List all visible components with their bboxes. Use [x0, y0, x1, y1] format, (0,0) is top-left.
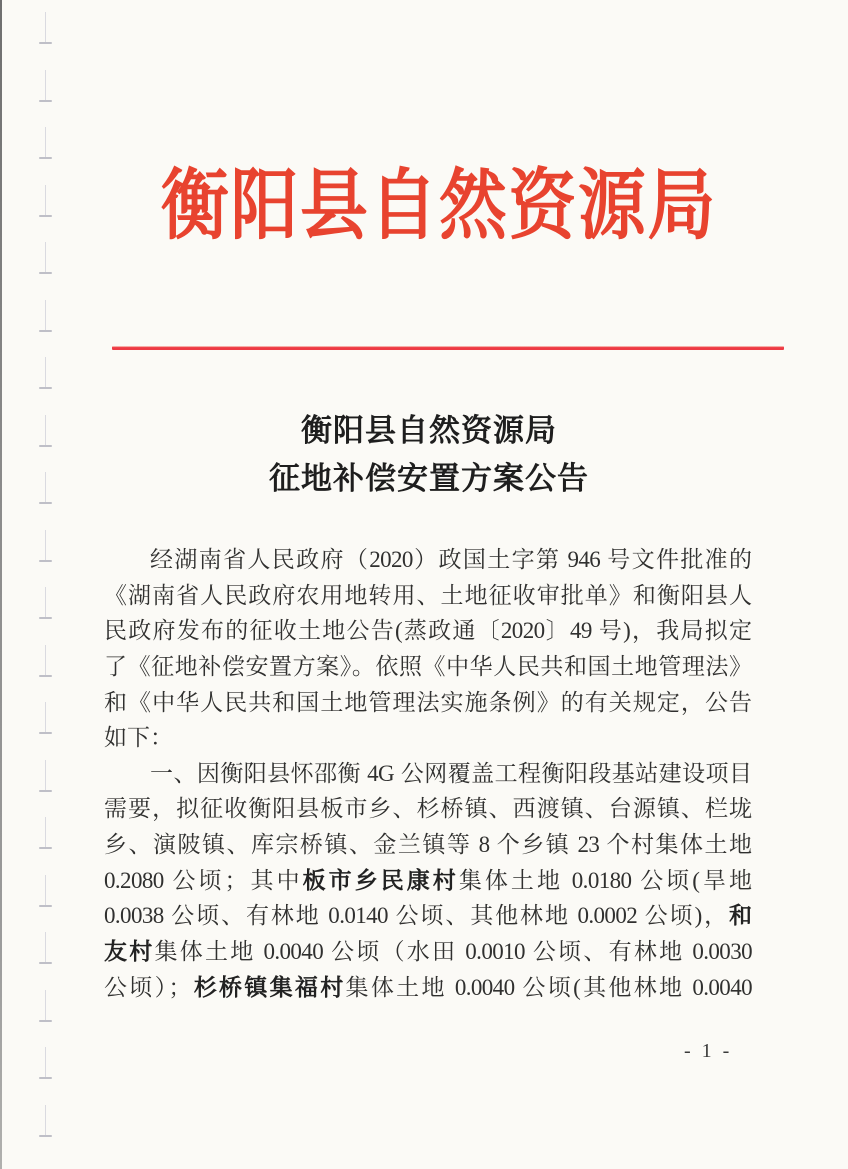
binding-mark [37, 70, 53, 102]
binding-mark [37, 760, 53, 792]
binding-mark [37, 990, 53, 1022]
body-line [104, 685, 752, 721]
body-line [104, 578, 752, 614]
body-line [104, 791, 752, 827]
document-title [10, 407, 848, 503]
binding-mark [37, 357, 53, 389]
binding-mark [37, 127, 53, 159]
body-line [104, 863, 752, 899]
body-text-segment: 和《中华人民共和国土地管理法实施条例》的有关规定，公告 [104, 689, 752, 715]
letterhead-divider-line [112, 346, 784, 350]
binding-mark [37, 530, 53, 562]
body-line [104, 649, 752, 685]
binding-marks [0, 0, 70, 1169]
body-text-segment: 集体土地 0.0180 公顷(旱地 [458, 867, 753, 893]
body-text-segment: 公顷）； [104, 974, 192, 1000]
body-text-segment: 集体土地 0.0040 公顷(其他林地 0.0040 [345, 974, 753, 1000]
body-text-segment: 0.2080 公顷；其中 [104, 867, 303, 893]
binding-mark [37, 932, 53, 964]
body-text-segment: 0.0038 公顷、有林地 0.0140 公顷、其他林地 0.0002 公顷)， [104, 903, 730, 929]
binding-mark [37, 185, 53, 217]
body-text-segment: 需要，拟征收衡阳县板市乡、杉桥镇、西渡镇、台源镇、栏垅 [104, 796, 752, 822]
body-text-segment: 经湖南省人民政府（2020）政国土字第 946 号文件批准的 [150, 547, 753, 572]
body-line [104, 720, 752, 756]
binding-mark [37, 12, 53, 44]
body-line [104, 898, 752, 934]
document-title-line1: 衡阳县自然资源局 [301, 413, 557, 448]
binding-mark [37, 817, 53, 849]
body-line [104, 542, 752, 578]
binding-mark [37, 875, 53, 907]
binding-mark [37, 645, 53, 677]
body-line [104, 827, 752, 863]
body-text-bold-segment: 友村 [104, 939, 155, 965]
body-text-bold-segment: 和 [729, 903, 753, 929]
body-line [104, 934, 752, 970]
page-number: - 1 - [684, 1040, 733, 1062]
body-line [104, 613, 752, 649]
body-text-segment: 了《征地补偿安置方案》。依照《中华人民共和国土地管理法》 [104, 653, 752, 679]
body-text-bold-segment: 杉桥镇集福村 [191, 974, 346, 1000]
binding-mark [37, 1105, 53, 1137]
body-text-segment: 集体土地 0.0040 公顷（水田 0.0010 公顷、有林地 0.0030 [154, 939, 753, 965]
binding-mark [37, 1047, 53, 1079]
body-text-segment: 乡、演陂镇、库宗桥镇、金兰镇等 8 个乡镇 23 个村集体土地 [104, 832, 753, 858]
document-title-line2: 征地补偿安置方案公告 [269, 461, 589, 496]
body-text-segment: 民政府发布的征收土地公告(蒸政通〔2020〕49 号)，我局拟定 [104, 618, 752, 644]
body-text-bold-segment: 板市乡民康村 [302, 867, 459, 893]
body-text-segment: 《湖南省人民政府农用地转用、土地征收审批单》和衡阳县人 [104, 582, 752, 608]
body-text-segment: 一、因衡阳县怀邵衡 4G 公网覆盖工程衡阳段基站建设项目 [150, 760, 752, 786]
binding-mark [37, 300, 53, 332]
document-body [104, 542, 752, 1005]
letterhead-bureau-name: 衡阳县自然资源局 [160, 163, 718, 249]
body-line [104, 970, 752, 1006]
binding-mark [37, 242, 53, 274]
binding-mark [37, 587, 53, 619]
binding-mark [37, 702, 53, 734]
body-line [104, 756, 752, 792]
body-text-segment: 如下： [104, 725, 173, 751]
